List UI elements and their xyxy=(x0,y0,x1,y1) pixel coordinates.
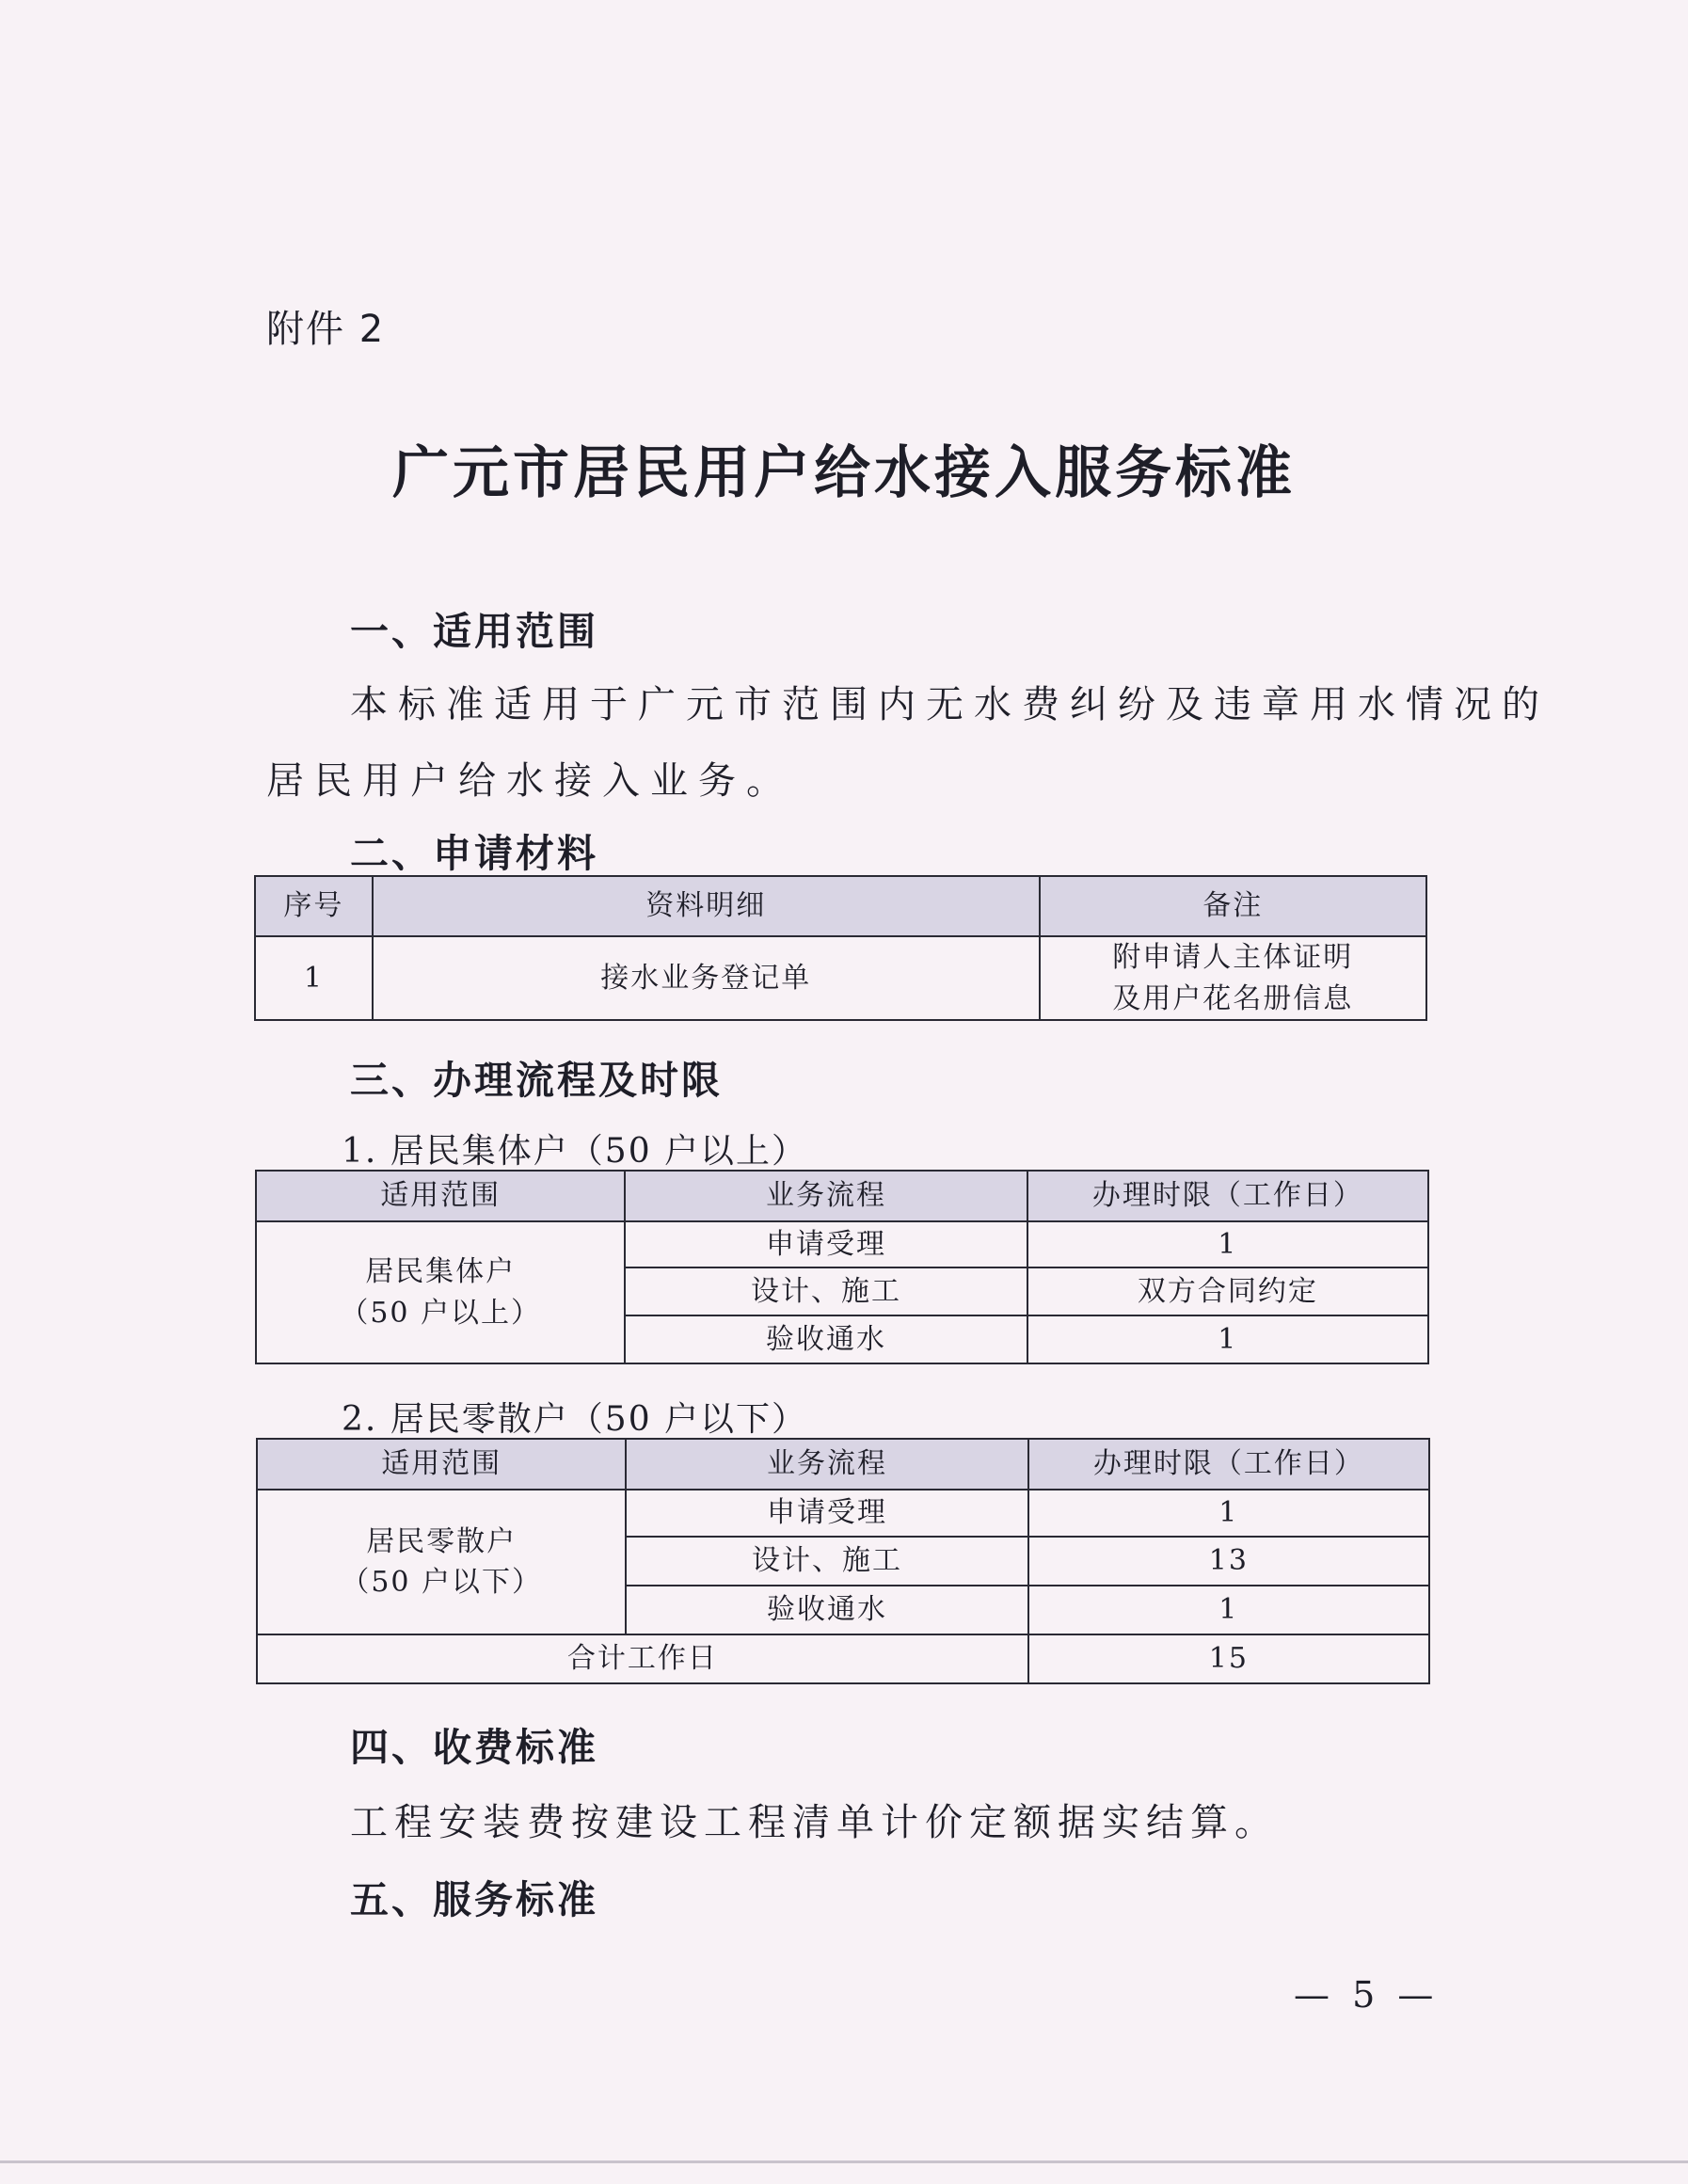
section-heading-materials: 二、申请材料 xyxy=(350,831,598,876)
table-header: 办理时限（工作日） xyxy=(1027,1171,1428,1221)
collective-process-table xyxy=(255,1170,1429,1364)
attachment-label: 附件 2 xyxy=(266,308,386,351)
material-note-line1: 附申请人主体证明 xyxy=(1112,941,1354,974)
table-header: 业务流程 xyxy=(625,1171,1027,1221)
table-row xyxy=(257,1490,1429,1537)
table-row xyxy=(256,1221,1428,1267)
process-time: 13 xyxy=(1028,1537,1429,1586)
page-title: 广元市居民用户给水接入服务标准 xyxy=(392,440,1296,506)
collective-scope-line2: （50 户以上） xyxy=(340,1296,542,1330)
scope-text-line1: 本标准适用于广元市范围内无水费纠纷及违章用水情况的 xyxy=(350,683,1550,726)
total-value: 15 xyxy=(1028,1634,1429,1683)
table-row-total xyxy=(257,1634,1429,1683)
collective-scope-cell xyxy=(256,1221,625,1363)
section-heading-service: 五、服务标准 xyxy=(350,1877,598,1922)
table-header: 办理时限（工作日） xyxy=(1028,1439,1429,1490)
scan-edge-line xyxy=(0,2160,1688,2163)
scattered-scope-line1: 居民零散户 xyxy=(366,1524,518,1558)
process-step: 验收通水 xyxy=(626,1586,1027,1634)
section-heading-process: 三、办理流程及时限 xyxy=(350,1058,723,1103)
material-note-line2: 及用户花名册信息 xyxy=(1112,981,1354,1015)
process-step: 设计、施工 xyxy=(626,1537,1027,1586)
process-time: 1 xyxy=(1027,1221,1428,1267)
section-heading-fees: 四、收费标准 xyxy=(350,1725,598,1770)
materials-table xyxy=(254,875,1427,1021)
process-step: 验收通水 xyxy=(625,1315,1027,1363)
material-detail: 接水业务登记单 xyxy=(373,936,1040,1020)
table-row xyxy=(255,936,1426,1020)
process-time: 1 xyxy=(1028,1586,1429,1634)
fees-text: 工程安装费按建设工程清单计价定额据实结算。 xyxy=(350,1801,1279,1844)
subheading-scattered: 2. 居民零散户（50 户以下） xyxy=(342,1400,808,1439)
table-header: 适用范围 xyxy=(256,1171,625,1221)
page-number: — 5 — xyxy=(1294,1974,1440,2016)
table-header: 序号 xyxy=(255,876,373,936)
scattered-scope-line2: （50 户以下） xyxy=(341,1566,543,1599)
table-header: 备注 xyxy=(1040,876,1426,936)
table-header: 资料明细 xyxy=(373,876,1040,936)
process-step: 设计、施工 xyxy=(625,1267,1027,1315)
scattered-scope-cell xyxy=(257,1490,626,1634)
collective-scope-line1: 居民集体户 xyxy=(365,1255,517,1288)
scope-text-line2: 居民用户给水接入业务。 xyxy=(266,759,794,803)
subheading-collective: 1. 居民集体户（50 户以上） xyxy=(342,1132,808,1171)
table-header: 适用范围 xyxy=(257,1439,626,1490)
material-note xyxy=(1040,936,1426,1020)
scattered-process-table xyxy=(256,1438,1430,1684)
process-step: 申请受理 xyxy=(626,1490,1027,1537)
material-no: 1 xyxy=(255,936,373,1020)
total-label: 合计工作日 xyxy=(257,1634,1028,1683)
process-time: 双方合同约定 xyxy=(1027,1267,1428,1315)
process-time: 1 xyxy=(1027,1315,1428,1363)
table-header: 业务流程 xyxy=(626,1439,1027,1490)
process-step: 申请受理 xyxy=(625,1221,1027,1267)
process-time: 1 xyxy=(1028,1490,1429,1537)
section-heading-scope: 一、适用范围 xyxy=(350,609,598,654)
